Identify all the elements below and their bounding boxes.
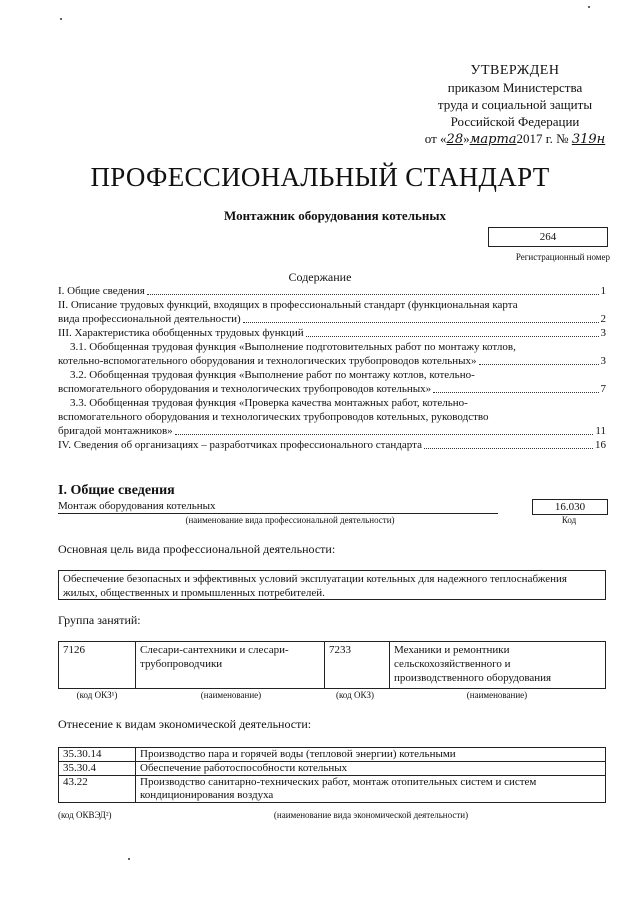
occupation-group-table <box>58 641 606 689</box>
activity-code-caption: Код <box>561 515 577 525</box>
table-cell-code: 7126 <box>59 642 136 689</box>
approval-line: приказом Министерства <box>447 80 583 95</box>
toc-entry-lead: 3.3. Обобщенная трудовая функция «Проверка качества монтажных работ, котельно- <box>70 397 468 409</box>
toc-entry[interactable]: котельно-вспомогательного оборудования и технологических трубопроводов котельных» 3 <box>58 355 606 367</box>
document-subtitle: Монтажник оборудования котельных <box>224 208 446 223</box>
toc-entry[interactable]: IV. Сведения об организациях – разработчиках профессионального стандарта 16 <box>58 439 606 451</box>
handwritten-month: марта <box>469 132 517 147</box>
approval-block <box>400 62 630 148</box>
table-cell-code: 7233 <box>325 642 390 689</box>
registration-number-label: Регистрационный номер <box>515 252 610 262</box>
toc-entry[interactable]: III. Характеристика обобщенных трудовых функций 3 <box>58 327 606 339</box>
document-title: ПРОФЕССИОНАЛЬНЫЙ СТАНДАРТ <box>90 162 550 192</box>
toc-entry-lead: 3.2. Обобщенная трудовая функция «Выполнение работ по монтажу котлов, котельно- <box>70 369 475 381</box>
scan-speck <box>588 6 590 8</box>
economic-activity-table <box>58 747 606 803</box>
table-cell-name: Производство санитарно-технических работ, монтаж отопительных систем и систем кондиционирования воздуха <box>136 776 606 803</box>
table-row <box>59 762 606 776</box>
toc-entry[interactable]: бригадой монтажников» 11 <box>58 425 606 437</box>
activity-kind-caption: (наименование вида профессиональной деятельности) <box>185 515 395 525</box>
toc-entry[interactable]: вспомогательного оборудования и технологических трубопроводов котельных» 7 <box>58 383 606 395</box>
occupation-group-label: Группа занятий: <box>58 613 141 627</box>
activity-kind-name: Монтаж оборудования котельных <box>58 500 498 514</box>
toc-entry-lead: II. Описание трудовых функций, входящих в профессиональный стандарт (функциональная карта <box>58 299 518 311</box>
toc-entry-lead: 3.1. Обобщенная трудовая функция «Выполнение подготовительных работ по монтажу котлов, <box>70 341 516 353</box>
goal-text-box: Обеспечение безопасных и эффективных условий эксплуатации котельных для надежного теплоснабжения жилых, общественных и промышленных потребителей. <box>58 570 606 600</box>
table-cell-name: Слесари-сантехники и слесари-трубопроводчики <box>136 642 325 689</box>
toc-entry[interactable]: I. Общие сведения 1 <box>58 285 606 297</box>
activity-code-box: 16.030 <box>532 499 608 515</box>
table-cell-code: 35.30.4 <box>59 762 136 776</box>
econ-caption-name: (наименование вида экономической деятельности) <box>273 810 469 820</box>
toc-entry[interactable]: вида профессиональной деятельности) 2 <box>58 313 606 325</box>
economic-activity-label: Отнесение к видам экономической деятельности: <box>58 717 312 731</box>
handwritten-number: 319н <box>571 132 606 147</box>
table-row <box>59 748 606 762</box>
table-cell-code: 35.30.14 <box>59 748 136 762</box>
table-cell-name: Обеспечение работоспособности котельных <box>136 762 606 776</box>
handwritten-day: 28 <box>446 132 464 147</box>
group-caption-code2: (код ОКЗ) <box>336 690 374 700</box>
toc-heading: Содержание <box>288 270 352 284</box>
approval-date-line: от «28»марта2017 г. № 319н <box>424 131 606 147</box>
section-heading: I. Общие сведения <box>58 483 175 498</box>
scan-speck <box>60 18 62 20</box>
approval-line: труда и социальной защиты <box>437 97 593 112</box>
toc-entry-lead: вспомогательного оборудования и технологических трубопроводов котельных, руководство <box>58 411 489 423</box>
table-row <box>59 776 606 803</box>
table-row <box>59 642 606 689</box>
group-caption-name: (наименование) <box>200 690 262 700</box>
approval-line: Российской Федерации <box>450 114 580 129</box>
econ-caption-code: (код ОКВЭД²) <box>58 810 112 820</box>
scan-speck <box>128 858 130 860</box>
group-caption-code: (код ОКЗ¹) <box>76 690 118 700</box>
table-cell-name: Производство пара и горячей воды (тепловой энергии) котельными <box>136 748 606 762</box>
table-cell-name: Механики и ремонтники сельскохозяйственного и производственного оборудования <box>390 642 606 689</box>
table-cell-code: 43.22 <box>59 776 136 803</box>
goal-label: Основная цель вида профессиональной деятельности: <box>58 542 336 556</box>
registration-number-box: 264 <box>488 227 608 247</box>
table-of-contents <box>58 284 606 452</box>
approval-title: УТВЕРЖДЕН <box>470 63 560 78</box>
group-caption-name2: (наименование) <box>466 690 528 700</box>
